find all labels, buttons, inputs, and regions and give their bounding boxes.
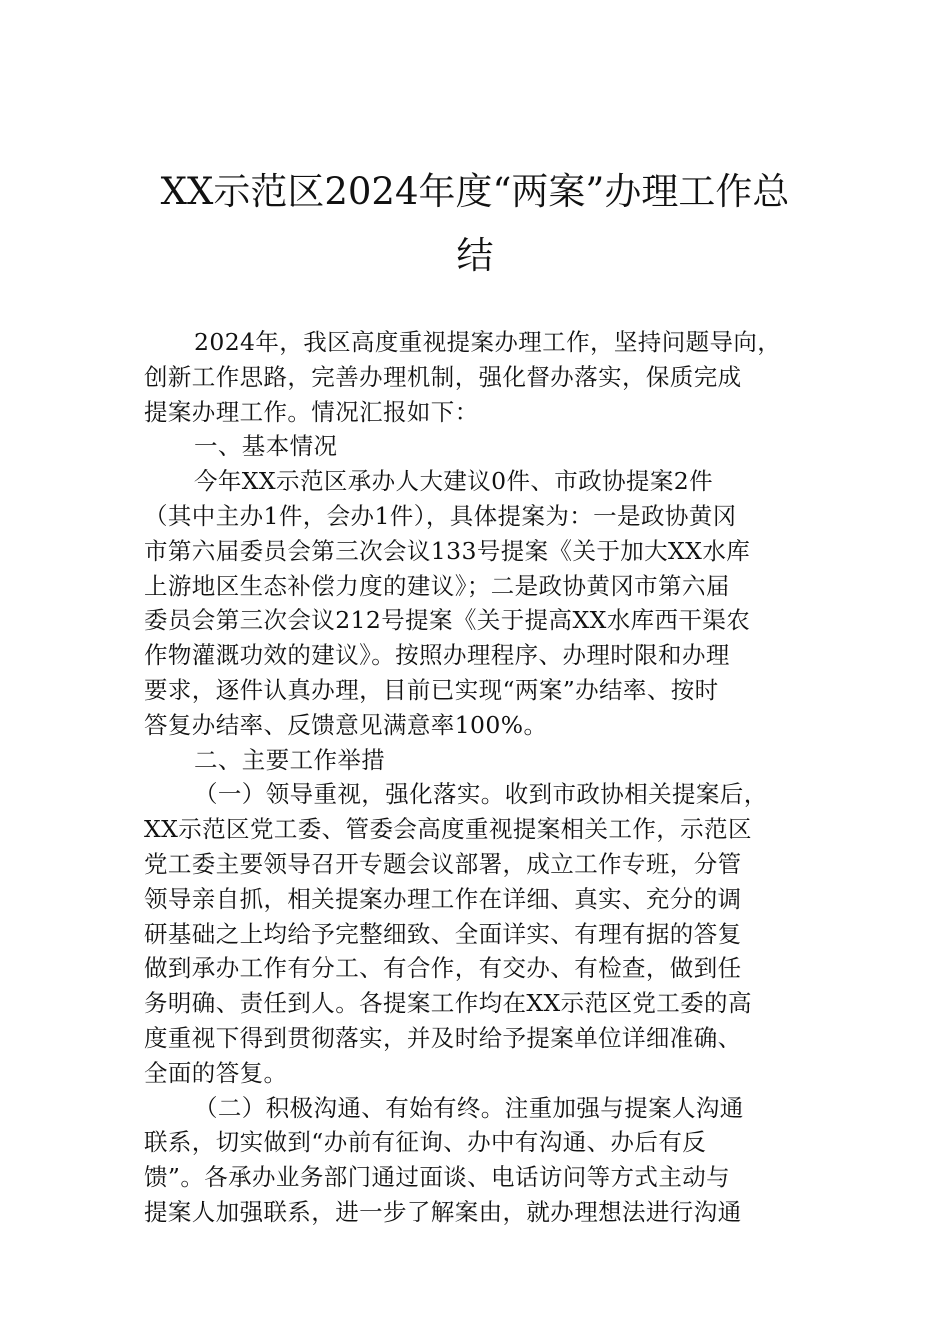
paragraph-line: （一）领导重视，强化落实。收到市政协相关提案后， — [194, 780, 768, 809]
paragraph-line: XX示范区党工委、管委会高度重视提案相关工作，示范区 — [144, 815, 752, 844]
section-heading: 一、基本情况 — [194, 432, 338, 461]
paragraph-line: 答复办结率、反馈意见满意率100%。 — [144, 710, 548, 739]
paragraph-line: （二）积极沟通、有始有终。注重加强与提案人沟通 — [194, 1093, 744, 1122]
paragraph-line: 作物灌溉功效的建议》。按照办理程序、办理时限和办理 — [144, 641, 730, 670]
paragraph-line: 2024年，我区高度重视提案办理工作，坚持问题导向， — [194, 328, 782, 356]
document-body — [144, 325, 844, 1230]
paragraph-line: 务明确、责任到人。各提案工作均在XX示范区党工委的高 — [144, 989, 752, 1018]
paragraph-line: 提案办理工作。情况汇报如下： — [144, 397, 479, 426]
title-line-1: XX示范区2024年度“两案”办理工作总 — [160, 170, 790, 213]
paragraph-line: 研基础之上均给予完整细致、全面详实、有理有据的答复 — [144, 919, 742, 948]
paragraph-line: 委员会第三次会议212号提案《关于提高XX水库西干渠农 — [144, 606, 751, 635]
paragraph-line: 上游地区生态补偿力度的建议》；二是政协黄冈市第六届 — [144, 571, 730, 600]
paragraph-line: 今年XX示范区承办人大建议0件、市政协提案2件 — [194, 467, 714, 496]
paragraph-line: 领导亲自抓，相关提案办理工作在详细、真实、充分的调 — [144, 884, 742, 913]
section-heading: 二、主要工作举措 — [194, 745, 386, 774]
paragraph-line: 全面的答复。 — [144, 1058, 288, 1087]
paragraph-line: 做到承办工作有分工、有合作，有交办、有检查，做到任 — [144, 954, 742, 983]
paragraph-line: 市第六届委员会第三次会议133号提案《关于加大XX水库 — [144, 536, 751, 565]
paragraph-line: 度重视下得到贯彻落实，并及时给予提案单位详细准确、 — [144, 1023, 742, 1052]
paragraph-line: 创新工作思路，完善办理机制，强化督办落实，保质完成 — [144, 362, 742, 391]
paragraph-line: 联系，切实做到“办前有征询、办中有沟通、办后有反 — [144, 1128, 707, 1157]
document-title — [140, 160, 810, 288]
title-line-2: 结 — [456, 234, 494, 277]
paragraph-line: 党工委主要领导召开专题会议部署，成立工作专班，分管 — [144, 849, 742, 878]
paragraph-line: 要求，逐件认真办理，目前已实现“两案”办结率、按时 — [144, 675, 719, 704]
paragraph-line: 馈”。各承办业务部门通过面谈、电话访问等方式主动与 — [144, 1163, 731, 1192]
paragraph-line: （其中主办1件，会办1件），具体提案为：一是政协黄冈 — [144, 501, 737, 530]
paragraph-line: 提案人加强联系，进一步了解案由，就办理想法进行沟通 — [144, 1197, 742, 1226]
